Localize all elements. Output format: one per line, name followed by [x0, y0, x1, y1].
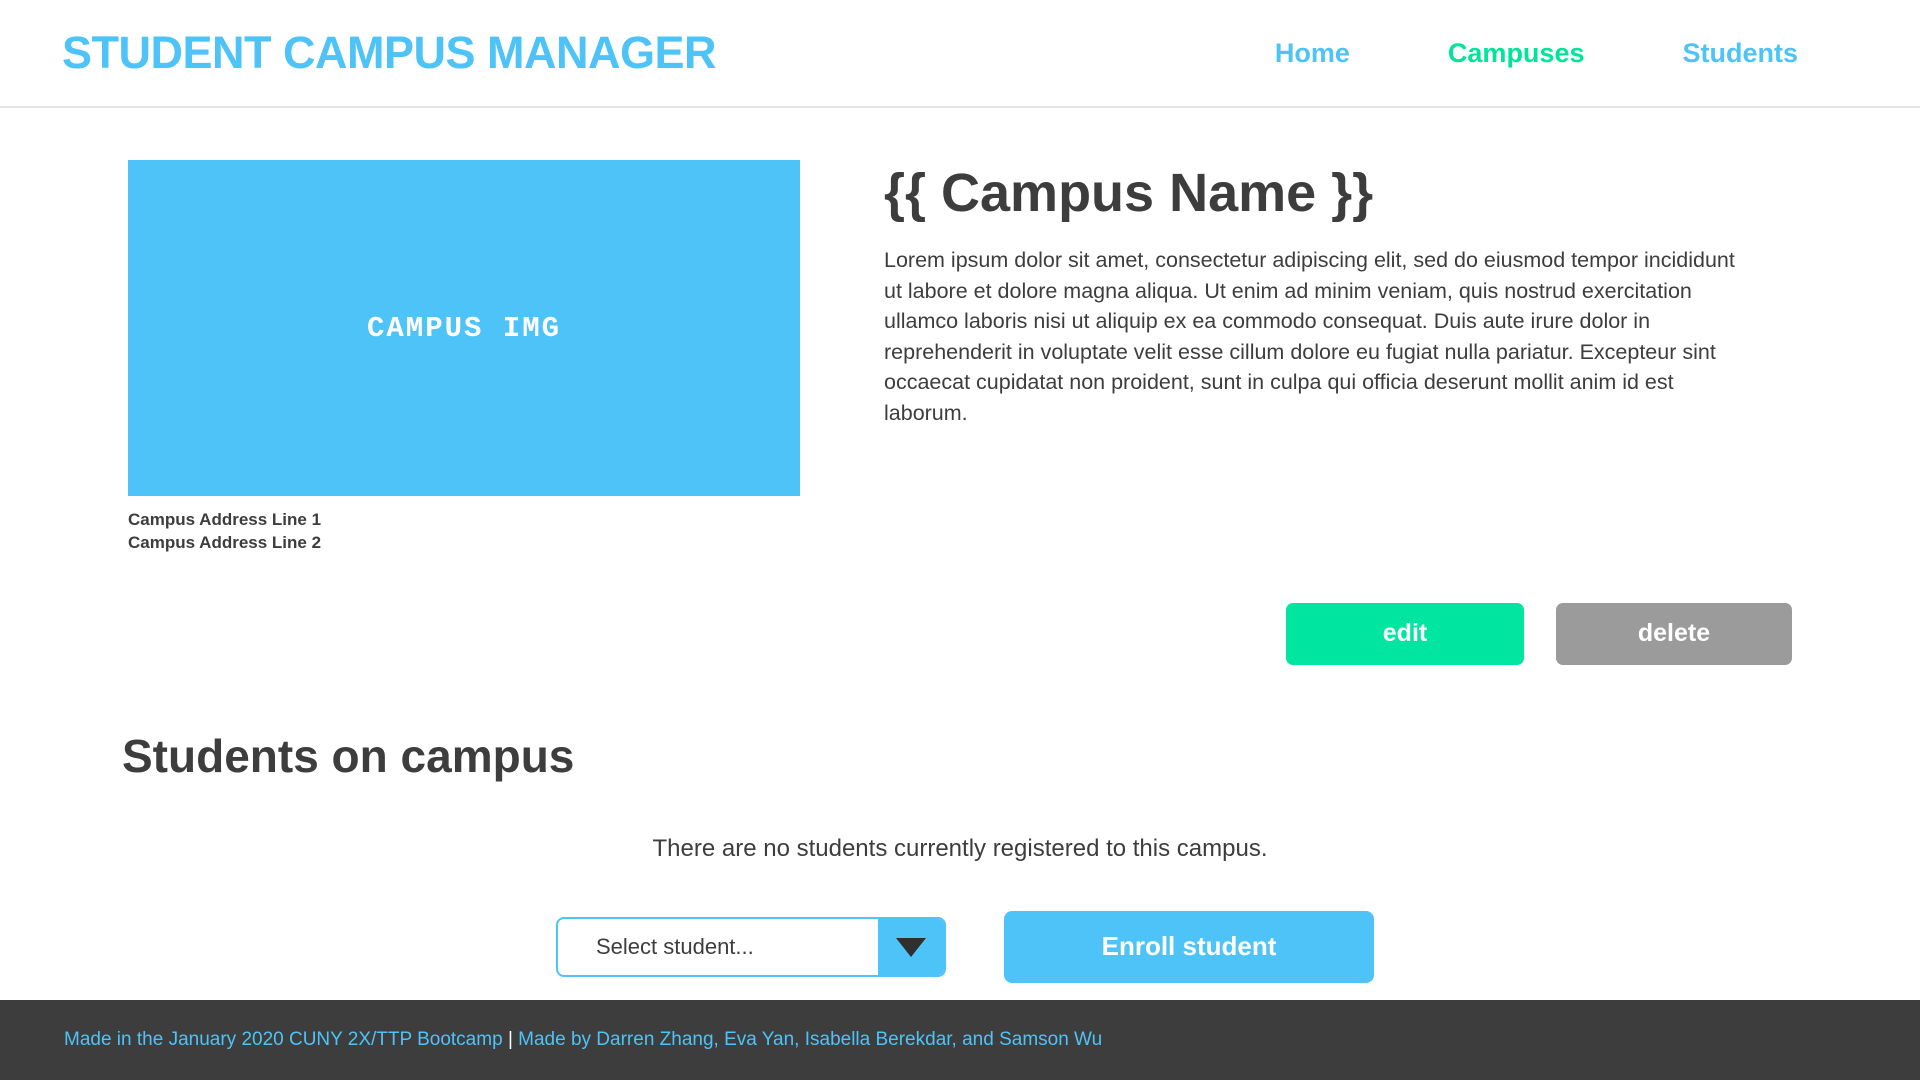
delete-campus-button[interactable]: delete	[1556, 603, 1792, 665]
campus-actions	[0, 603, 1920, 665]
student-select[interactable]	[556, 917, 946, 977]
campus-detail-row	[0, 160, 1920, 555]
enroll-student-button[interactable]: Enroll student	[1004, 911, 1374, 983]
nav-links	[1275, 38, 1860, 69]
campus-description: Lorem ipsum dolor sit amet, consectetur adipiscing elit, sed do eiusmod tempor incididunt ut labore et dolore magna aliqua. Ut enim ad minim veniam, quis nostrud exercitation ullamco laboris nisi ut aliquip ex ea commodo consequat. Duis aute irure dolor in reprehenderit in voluptate velit esse cillum dolore eu fugiat nulla pariatur. Excepteur sint occaecat cupidatat non proident, sunt in culpa qui officia deserunt mollit anim id est laborum.	[884, 248, 1735, 425]
campus-address-line-2: Campus Address Line 2	[128, 532, 322, 552]
campus-info	[884, 160, 1792, 555]
page-footer	[0, 1000, 1920, 1080]
main-content	[0, 108, 1920, 1000]
nav-item-students[interactable]: Students	[1682, 37, 1798, 68]
footer-made-in[interactable]: Made in the January 2020 CUNY 2X/TTP Bootcamp	[64, 1029, 503, 1050]
students-section-heading: Students on campus	[122, 729, 575, 782]
campus-address	[128, 509, 800, 555]
no-students-message: There are no students currently registered to this campus.	[652, 834, 1268, 862]
footer-made-by[interactable]: Made by Darren Zhang, Eva Yan, Isabella Berekdar, and Samson Wu	[518, 1029, 1103, 1050]
student-select-value: Select student...	[596, 933, 754, 959]
campus-media	[128, 160, 800, 555]
campus-image-placeholder: CAMPUS IMG	[128, 160, 800, 496]
campus-name-title: {{ Campus Name }}	[884, 163, 1374, 223]
top-navbar	[0, 0, 1920, 108]
footer-text	[64, 1029, 1102, 1051]
enroll-student-row	[0, 911, 1920, 983]
edit-campus-button[interactable]: edit	[1286, 603, 1524, 665]
app-brand-title: STUDENT CAMPUS MANAGER	[62, 27, 717, 78]
footer-separator: |	[507, 1029, 513, 1050]
campus-address-line-1: Campus Address Line 1	[128, 510, 322, 529]
nav-item-campuses[interactable]: Campuses	[1447, 37, 1585, 68]
nav-item-home[interactable]: Home	[1274, 37, 1350, 68]
chevron-down-icon[interactable]	[878, 919, 944, 975]
